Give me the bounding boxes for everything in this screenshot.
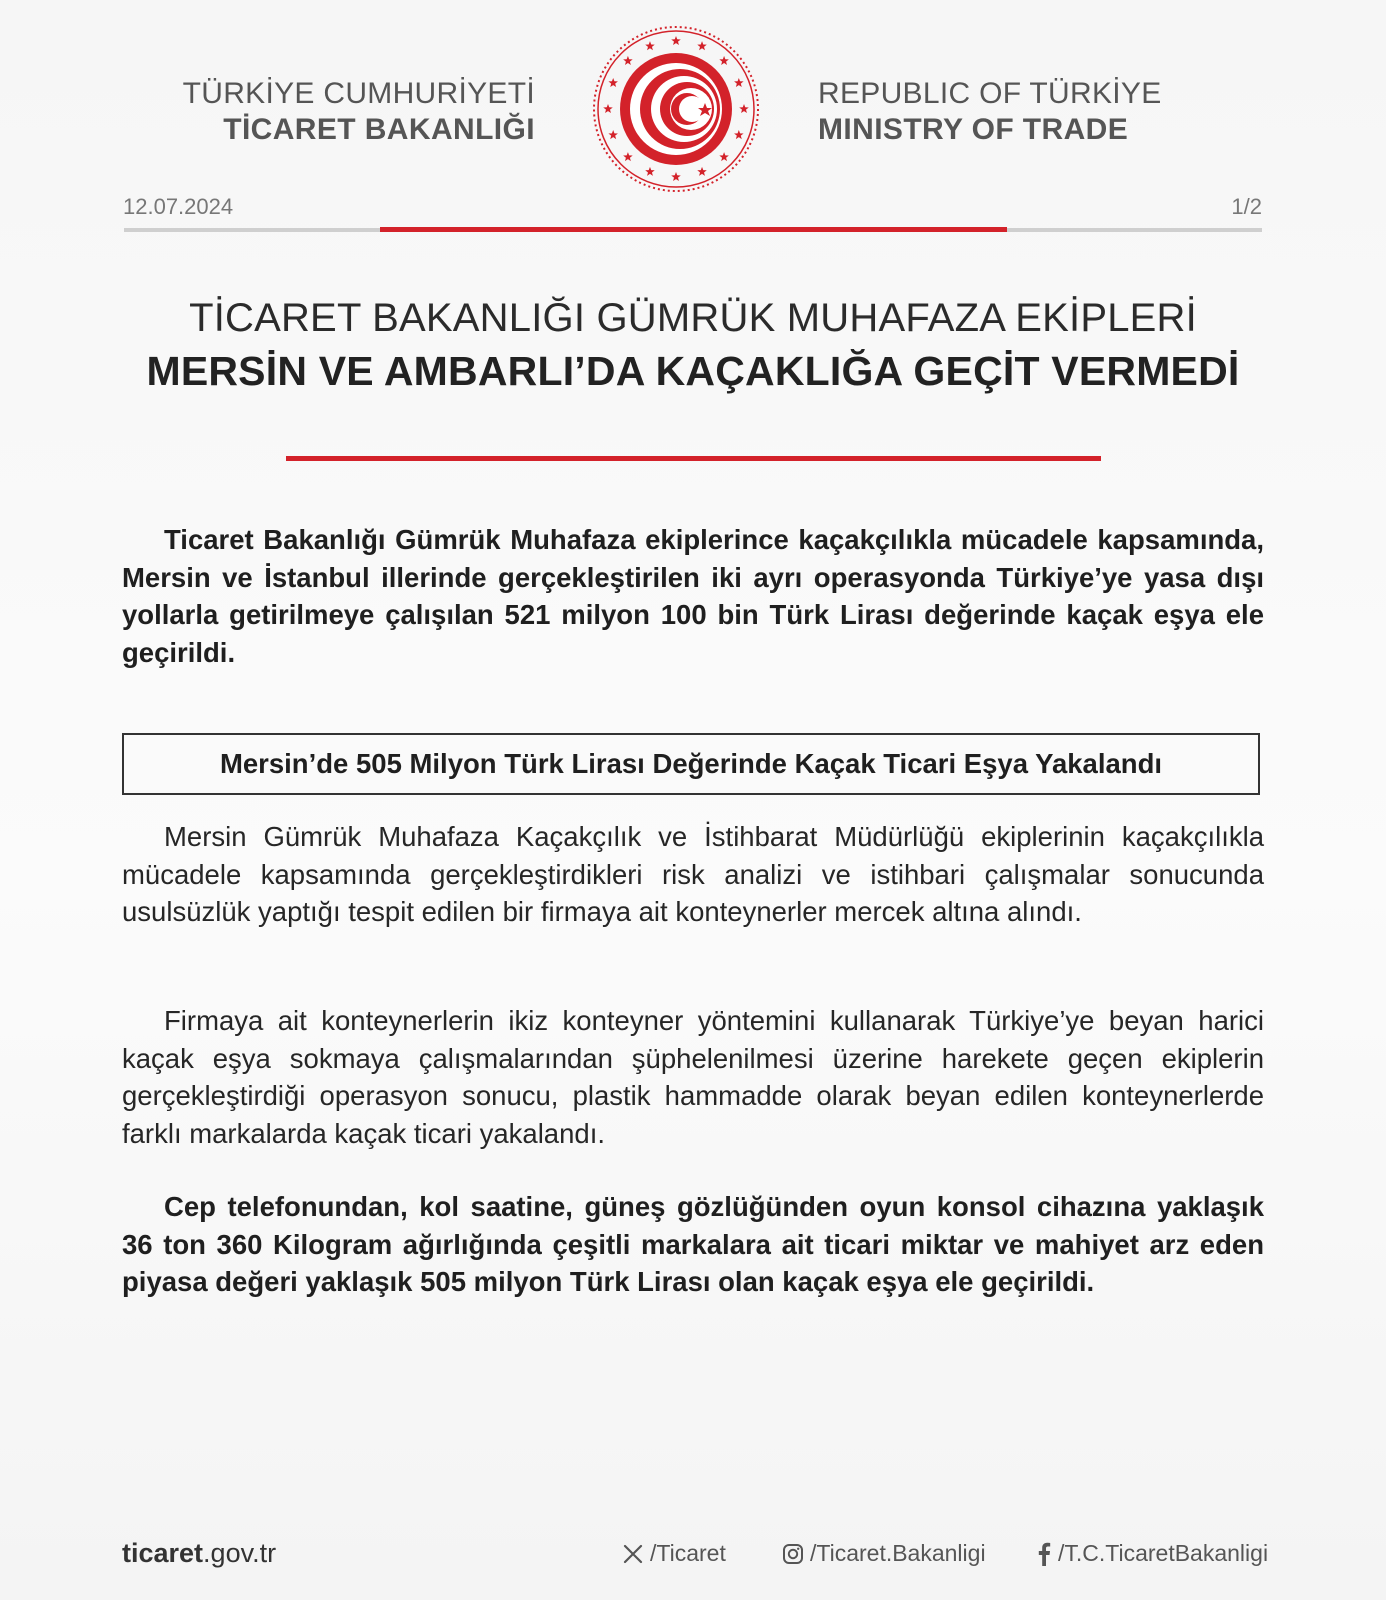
intro-paragraph: Ticaret Bakanlığı Gümrük Muhafaza ekiplerince kaçakçılıkla mücadele kapsamında, Mersin ve İstanbul illerinde gerçekleştirilen iki ayrı operasyonda Türkiye’ye yasa dışı yollarla getirilmeye çalışılan 521 milyon 100 bin Türk Lirası değerinde kaçak eşya ele geçirildi. — [122, 524, 1264, 668]
document-date: 12.07.2024 — [123, 194, 234, 219]
website-link[interactable] — [122, 1538, 276, 1569]
title-divider — [286, 456, 1101, 461]
x-handle: /Ticaret — [650, 1540, 726, 1566]
section-heading-text: Mersin’de 505 Milyon Türk Lirası Değerinde Kaçak Ticari Eşya Yakalandı — [219, 748, 1163, 779]
section-heading — [122, 733, 1260, 795]
header-left-line1: TÜRKİYE CUMHURİYETİ — [182, 77, 535, 110]
x-link[interactable] — [622, 1540, 726, 1567]
instagram-handle: /Ticaret.Bakanligi — [810, 1540, 986, 1566]
emblem-star — [645, 167, 655, 176]
emblem-star — [603, 104, 613, 113]
emblem-star — [734, 130, 744, 139]
website-domain: .gov.tr — [203, 1538, 277, 1568]
instagram-link[interactable] — [782, 1540, 986, 1567]
header-left-title — [150, 76, 535, 148]
emblem-star — [608, 130, 618, 139]
header-right-line1: REPUBLIC OF TÜRKİYE — [818, 77, 1162, 110]
body-paragraph-2: Firmaya ait konteynerlerin ikiz konteyner yöntemini kullanarak Türkiye’ye beyan harici kaçak eşya sokmaya çalışmalarından şüphelenilmesi üzerine harekete geçen ekiplerin gerçekleştirdiği operasyon sonucu, plastik hammadde olarak beyan edilen konteynerlerde farklı markalarda kaçak ticari yakalandı. — [122, 1005, 1264, 1149]
facebook-icon — [1036, 1542, 1052, 1566]
emblem-star — [671, 172, 681, 181]
website-name: ticaret — [122, 1538, 204, 1568]
emblem-star — [719, 152, 729, 161]
page-number: 1/2 — [1231, 194, 1262, 219]
header-left-line2: TİCARET BAKANLIĞI — [223, 113, 535, 146]
facebook-handle: /T.C.TicaretBakanligi — [1058, 1540, 1269, 1566]
headline-line2: MERSİN VE AMBARLI’DA KAÇAKLIĞA GEÇİT VERMEDİ — [146, 348, 1240, 394]
body-paragraph-1: Mersin Gümrük Muhafaza Kaçakçılık ve İstihbarat Müdürlüğü ekiplerinin kaçakçılıkla mücadele kapsamında gerçekleştirdikleri risk analizi ve istihbari çalışmalar sonucunda usulsüzlük yaptığı tespit edilen bir firmaya ait konteynerler mercek altına alındı. — [122, 821, 1264, 927]
emblem-star — [697, 167, 707, 176]
ministry-emblem-icon — [592, 25, 760, 193]
facebook-link[interactable] — [1036, 1540, 1268, 1567]
header-right-title — [818, 76, 1238, 148]
emblem-star — [734, 78, 744, 87]
instagram-icon — [782, 1543, 804, 1565]
emblem-star — [645, 41, 655, 50]
emblem-star — [719, 56, 729, 65]
emblem-star — [697, 41, 707, 50]
emblem-star — [623, 152, 633, 161]
header-right-line2: MINISTRY OF TRADE — [818, 113, 1129, 146]
emblem-star — [739, 104, 749, 113]
headline-line1: TİCARET BAKANLIĞI GÜMRÜK MUHAFAZA EKİPLERİ — [189, 296, 1197, 340]
body-paragraph-3: Cep telefonundan, kol saatine, güneş gözlüğünden oyun konsol cihazına yaklaşık 36 ton 360 Kilogram ağırlığında çeşitli markalara ait ticari miktar ve mahiyet arz eden piyasa değeri yaklaşık 505 milyon Türk Lirası olan kaçak eşya ele geçirildi. — [122, 1191, 1264, 1297]
emblem-star — [623, 56, 633, 65]
emblem-star — [608, 78, 618, 87]
header-divider-accent — [380, 227, 1007, 232]
emblem-star — [671, 36, 681, 45]
x-logo-icon — [622, 1543, 644, 1565]
